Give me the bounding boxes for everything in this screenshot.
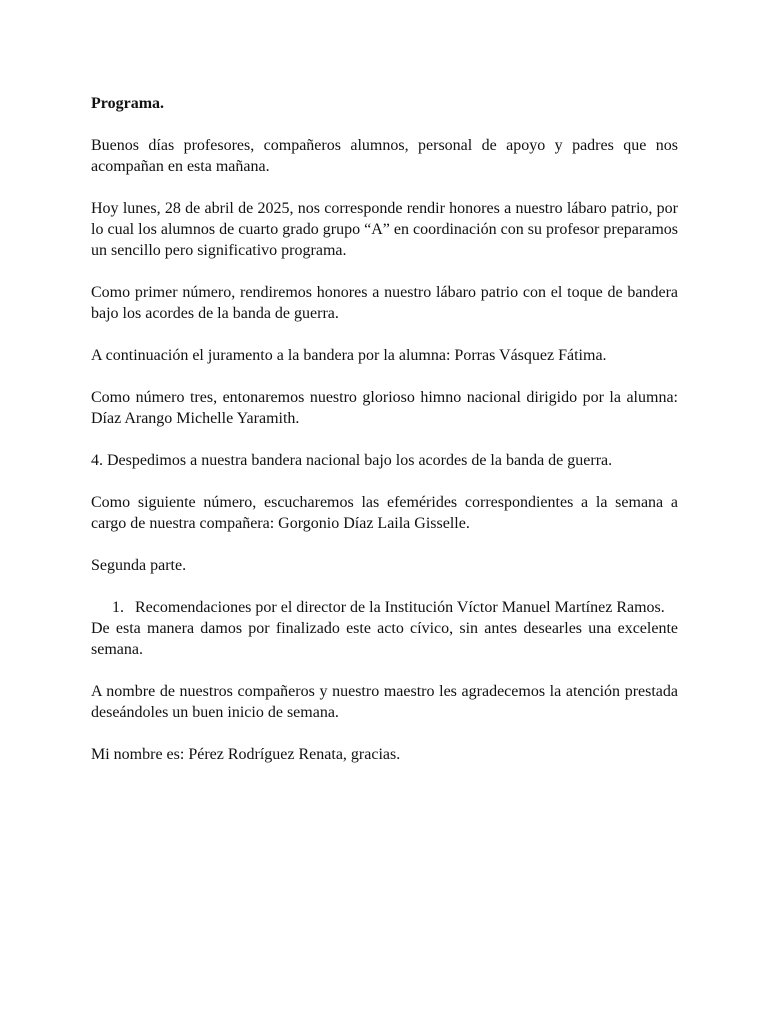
paragraph-signature: Mi nombre es: Pérez Rodríguez Renata, gracias. <box>91 746 401 763</box>
document-title: Programa. <box>91 95 165 112</box>
section-heading-second-part: Segunda parte. <box>91 557 187 574</box>
paragraph-ephemerides: Como siguiente número, escucharemos las efemérides correspondientes a la semana a cargo de nuestra compañera: Gorgonio Díaz Laila Gisselle. <box>91 494 678 532</box>
paragraph-first-number: Como primer número, rendiremos honores a nuestro lábaro patrio con el toque de bandera bajo los acordes de la banda de guerra. <box>91 284 678 322</box>
list-item-text: Recomendaciones por el director de la Institución Víctor Manuel Martínez Ramos. <box>135 599 665 616</box>
paragraph-anthem: Como número tres, entonaremos nuestro glorioso himno nacional dirigido por la alumna: Díaz Arango Michelle Yaramith. <box>91 389 678 427</box>
paragraph-oath: A continuación el juramento a la bandera por la alumna: Porras Vásquez Fátima. <box>91 347 607 364</box>
paragraph-intro: Hoy lunes, 28 de abril de 2025, nos corresponde rendir honores a nuestro lábaro patrio, por lo cual los alumnos de cuarto grado grupo “A” en coordinación con su profesor preparamos un sencillo pero significativo programa. <box>91 200 678 259</box>
paragraph-closing: De esta manera damos por finalizado este acto cívico, sin antes desearles una excelente semana. <box>91 620 678 658</box>
list-item <box>91 597 678 618</box>
paragraph-greeting: Buenos días profesores, compañeros alumnos, personal de apoyo y padres que nos acompañan en esta mañana. <box>91 137 678 175</box>
numbered-list <box>91 597 678 618</box>
list-item-number: 1. <box>112 599 124 616</box>
paragraph-thanks: A nombre de nuestros compañeros y nuestro maestro les agradecemos la atención prestada deseándoles un buen inicio de semana. <box>91 683 678 721</box>
paragraph-farewell-flag: 4. Despedimos a nuestra bandera nacional bajo los acordes de la banda de guerra. <box>91 452 613 469</box>
document-page <box>91 93 678 786</box>
